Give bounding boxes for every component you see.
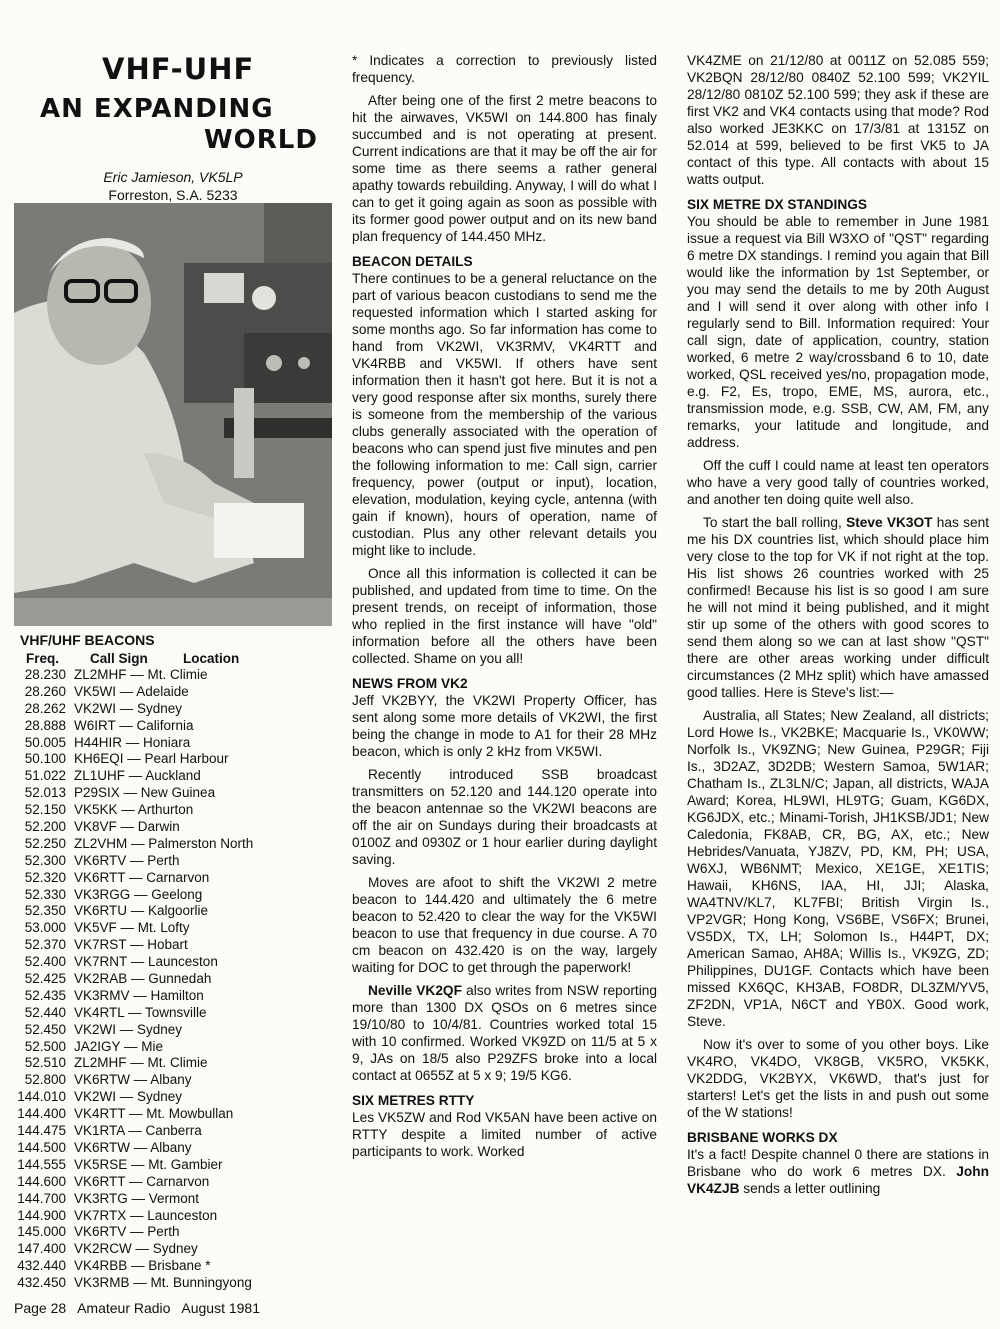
beacon-frequency: 144.600 — [17, 1173, 66, 1189]
beacon-row — [14, 1106, 332, 1123]
beacon-callsign-location: VK5KK — Arthurton — [74, 802, 194, 818]
beacon-frequency: 144.475 — [17, 1123, 66, 1139]
beacon-frequency: 145.000 — [17, 1224, 66, 1240]
beacon-row — [14, 667, 332, 684]
beacon-callsign-location: VK2WI — Sydney — [74, 1021, 183, 1037]
beacon-frequency: 52.300 — [24, 852, 66, 868]
beacon-frequency: 52.500 — [24, 1038, 66, 1054]
issue-date: August 1981 — [181, 1300, 260, 1316]
headline-line-1: VHF-UHF — [102, 52, 255, 86]
paragraph: VK4ZME on 21/12/80 at 0011Z on 52.085 559; VK2BQN 28/12/80 0840Z 52.100 599; VK2YIL 28/12/80 0810Z 52.100 599; they ask if these are first VK2 and VK4 contacts using that mode? Rod also worked JE3KKC on 17/3/81 at 1315Z on 52.014 at 599, believed to be first VK5 to JA contact of this type. All contacts with about 15 watts output. — [687, 53, 989, 187]
beacon-callsign-location: VK3RMV — Hamilton — [74, 987, 204, 1003]
headline-line-3: WORLD — [204, 125, 318, 155]
freq-header: Freq. — [26, 651, 60, 666]
paragraph: Off the cuff I could name at least ten operators who have a very good tally of countries worked, and another ten doing quite well also. — [687, 458, 989, 507]
author-photo — [14, 203, 332, 626]
beacon-row — [14, 718, 332, 735]
beacon-row — [14, 1089, 332, 1106]
page-number: Page 28 — [14, 1300, 67, 1316]
beacon-row — [14, 887, 332, 904]
section-heading-beacon-details: BEACON DETAILS — [352, 254, 473, 269]
paragraph-text: To start the ball rolling, — [703, 515, 847, 530]
magazine-name: Amateur Radio — [77, 1300, 171, 1316]
correction-note: * Indicates a correction to previously listed frequency. — [352, 53, 657, 85]
beacon-frequency: 52.013 — [24, 785, 66, 801]
beacon-frequency: 52.435 — [24, 987, 66, 1003]
beacon-row — [14, 1191, 332, 1208]
bold-name: John VK4ZJB — [687, 1164, 989, 1196]
paragraph: You should be able to remember in June 1981 issue a request via Bill W3XO of "QST" regarding 6 metre DX standings. I remind you again that Bill would like the information by 1st September, or you may send the details to me by 20th August and I will send it over along with other info I regularly send to Bill. Information required: Your call sign, date of application, country, station worked, 6 metre 2 way/crossband 6 to 10, date worked, QSL received yes/no, propagation mode, e.g. F2, Es, tropo, EME, MS, aurora, etc., transmission mode, e.g. SSB, CW, AM, FM, any remarks, your latitude and longitude, and address. — [687, 214, 989, 450]
beacon-row — [14, 920, 332, 937]
beacon-frequency: 52.800 — [24, 1072, 66, 1088]
section-heading-six-metres-rtty: SIX METRES RTTY — [352, 1093, 475, 1108]
beacon-row — [14, 853, 332, 870]
paragraph — [687, 514, 989, 701]
beacon-callsign-location: VK7RTX — Launceston — [74, 1207, 218, 1223]
beacon-callsign-location: VK2WI — Sydney — [74, 1089, 183, 1105]
beacon-table — [14, 667, 332, 1292]
beacon-callsign-location: VK5WI — Adelaide — [74, 683, 189, 699]
beacon-callsign-location: ZL2VHM — Palmerston North — [74, 835, 254, 851]
beacon-callsign-location: VK8VF — Darwin — [74, 819, 180, 835]
beacon-frequency: 144.555 — [17, 1156, 66, 1172]
beacon-row — [14, 1072, 332, 1089]
beacon-callsign-location: VK6RTT — Carnarvon — [74, 869, 210, 885]
beacon-frequency: 53.000 — [24, 920, 66, 936]
beacon-callsign-location: VK6RTV — Perth — [74, 852, 180, 868]
beacon-row — [14, 1140, 332, 1157]
paragraph — [352, 982, 657, 1084]
beacon-frequency: 28.888 — [24, 717, 66, 733]
beacon-frequency: 432.450 — [17, 1275, 66, 1291]
paragraph: Jeff VK2BYY, the VK2WI Property Officer, has sent along some more details of VK2WI, the first being the change in mode to A1 for their 28 MHz beacon, which is only 2 kHz from VK5WI. — [352, 693, 657, 759]
beacon-row — [14, 735, 332, 752]
headline-line-2: AN EXPANDING — [40, 94, 274, 124]
beacon-frequency: 52.400 — [24, 954, 66, 970]
beacon-frequency: 52.510 — [24, 1055, 66, 1071]
author-name: Eric Jamieson, VK5LP — [103, 169, 243, 185]
beacon-row — [14, 684, 332, 701]
beacon-callsign-location: VK2RCW — Sydney — [74, 1241, 198, 1257]
beacon-callsign-location: VK4RTL — Townsville — [74, 1004, 207, 1020]
beacon-frequency: 52.350 — [24, 903, 66, 919]
beacon-frequency: 28.262 — [24, 700, 66, 716]
location-header: Location — [183, 651, 240, 666]
paragraph: Once all this information is collected it can be published, and updated from time to time. On the present trends, on receipt of information, those who replied in the first instance will have "old" information before all the others have been collected. Shame on you all! — [352, 566, 657, 666]
beacon-row — [14, 1241, 332, 1258]
right-column — [687, 52, 989, 1197]
paragraph-text: also writes from NSW reporting more than 1300 DX QSOs on 6 metres since 19/10/80 to 10/4/81. Countries worked total 15 with 10 confirmed. Worked VK9ZD on 11/5 at 5 x 9, JAs on 18/5 also P29ZFS broke into a local contact at 0655Z at 5 x 9; 19/5 KG6. — [352, 983, 657, 1083]
beacon-row — [14, 988, 332, 1005]
beacon-frequency: 52.450 — [24, 1021, 66, 1037]
paragraph-text: It's a fact! Despite channel 0 there are stations in Brisbane who do work 6 metres DX. — [687, 1147, 989, 1179]
beacon-callsign-location: VK1RTA — Canberra — [74, 1123, 202, 1139]
beacon-frequency: 51.022 — [24, 768, 66, 784]
beacon-frequency: 52.200 — [24, 819, 66, 835]
paragraph-text: sends a letter outlining — [739, 1181, 881, 1196]
beacon-frequency: 52.150 — [24, 802, 66, 818]
beacon-callsign-location: P29SIX — New Guinea — [74, 785, 216, 801]
paragraph: Les VK5ZW and Rod VK5AN have been active on RTTY despite a limited number of active participants to work. Worked — [352, 1110, 657, 1159]
beacon-frequency: 52.320 — [24, 869, 66, 885]
beacon-frequency: 28.260 — [24, 683, 66, 699]
beacon-row — [14, 768, 332, 785]
beacon-row — [14, 836, 332, 853]
beacon-row — [14, 903, 332, 920]
beacons-header — [14, 651, 332, 668]
beacon-frequency: 50.005 — [24, 734, 66, 750]
beacon-row — [14, 751, 332, 768]
beacon-row — [14, 870, 332, 887]
beacon-callsign-location: W6IRT — California — [74, 717, 194, 733]
beacon-callsign-location: VK7RNT — Launceston — [74, 954, 218, 970]
beacon-frequency: 52.425 — [24, 971, 66, 987]
beacon-row — [14, 1258, 332, 1275]
beacon-callsign-location: VK3RGG — Geelong — [74, 886, 203, 902]
beacon-callsign-location: VK2WI — Sydney — [74, 700, 183, 716]
beacon-frequency: 147.400 — [17, 1241, 66, 1257]
beacon-frequency: 144.400 — [17, 1106, 66, 1122]
beacon-row — [14, 819, 332, 836]
beacon-row — [14, 1022, 332, 1039]
beacon-callsign-location: VK7RST — Hobart — [74, 937, 188, 953]
beacon-frequency: 144.010 — [17, 1089, 66, 1105]
paragraph-text: has sent me his DX countries list, which should place him very close to the top for VK if not right at the top. His list shows 26 countries worked with 25 confirmed! Because his list is so good I am sure he will not mind it being published, and it might stir up some of the others with good scores to send them along so we can at last show "QST" there are other areas working under difficult circumstances (2 MHz split) which have amassed good tallies. Here is Steve's list:— — [687, 515, 989, 700]
beacon-callsign-location: KH6EQI — Pearl Harbour — [74, 751, 229, 767]
beacon-row — [14, 954, 332, 971]
beacon-frequency: 432.440 — [17, 1258, 66, 1274]
beacon-row — [14, 937, 332, 954]
beacon-row — [14, 1224, 332, 1241]
beacon-row — [14, 1157, 332, 1174]
beacon-callsign-location: VK4RTT — Mt. Mowbullan — [74, 1106, 234, 1122]
paragraph: Now it's over to some of you other boys. Like VK4RO, VK4DO, VK8GB, VK5RO, VK5KK, VK2DDG, VK2BYX, VK6WD, that's just for starters! Let's get the lists in and push out some of the W stations! — [687, 1037, 989, 1120]
beacon-row — [14, 1005, 332, 1022]
byline — [14, 168, 332, 204]
section-heading-news-vk2: NEWS FROM VK2 — [352, 676, 468, 691]
beacon-frequency: 52.250 — [24, 835, 66, 851]
beacons-title: VHF/UHF BEACONS — [20, 632, 155, 648]
beacon-callsign-location: VK6RTV — Perth — [74, 1224, 180, 1240]
beacon-row — [14, 1123, 332, 1140]
beacon-callsign-location: H44HIR — Honiara — [74, 734, 191, 750]
page-footer — [14, 1300, 260, 1316]
beacon-callsign-location: VK6RTT — Carnarvon — [74, 1173, 210, 1189]
beacon-row — [14, 1208, 332, 1225]
dx-country-list: Australia, all States; New Zealand, all districts; Lord Howe Is., VK2BKE; Macquarie Is., VK0WW; Norfolk Is., VK9ZNG; New Guinea, P29GR; Fiji Is., 3D2AZ, 3D2DB; Western Samoa, 5W1AR; Chatham Is., ZL3LN/C; Japan, all districts, WAJA Award; Korea, HL9WI, HL9TG; Guam, KG6DX, KG6JDX, etc.; Minami-Torish, JH1KSB/JD1; New Caledonia, FK8AB, CR, BG, AX, etc.; New Hebrides/Vanuata, YJ8ZV, PD, KM, PH; USA, W6XJ, WB6NMT; Mexico, XE1GE, XE1TIS; Hawaii, KH6NS, IAA, HI, JJI; Alaska, WA4TNV/KL7, KL7FBI; British Virgin Is., VP2VGR; Hong Kong, VS6BE, VS6FX; Brunei, VS5DX, TX, LH; Solomon Is., H44PT, DX; American Samao, AH8A; Willis Is., VK9ZG, ZD; Philippines, DU1GF. Contacts which have been missed KX6QC, KH3AB, FO8DR, DL3ZM/YV5, ZF2DN, VP1A, N6CT and YB0X. Good work, Steve. — [687, 708, 989, 1029]
beacon-callsign-location: ZL1UHF — Auckland — [74, 768, 201, 784]
paragraph — [687, 1146, 989, 1197]
beacon-frequency: 144.900 — [17, 1207, 66, 1223]
beacon-frequency: 144.500 — [17, 1139, 66, 1155]
callsign-header: Call Sign — [90, 651, 148, 666]
bold-name: Steve VK3OT — [846, 515, 933, 530]
section-heading-brisbane: BRISBANE WORKS DX — [687, 1130, 838, 1145]
beacon-frequency: 52.370 — [24, 937, 66, 953]
beacon-callsign-location: VK6RTU — Kalgoorlie — [74, 903, 209, 919]
beacon-callsign-location: VK6RTW — Albany — [74, 1139, 192, 1155]
section-heading-dx-standings: SIX METRE DX STANDINGS — [687, 197, 867, 212]
beacon-callsign-location: VK2RAB — Gunnedah — [74, 971, 212, 987]
beacon-row — [14, 1055, 332, 1072]
beacon-row — [14, 701, 332, 718]
beacon-callsign-location: VK6RTW — Albany — [74, 1072, 192, 1088]
beacon-callsign-location: VK5VF — Mt. Lofty — [74, 920, 190, 936]
beacon-callsign-location: VK4RBB — Brisbane * — [74, 1258, 211, 1274]
beacon-row — [14, 785, 332, 802]
beacon-callsign-location: VK5RSE — Mt. Gambier — [74, 1156, 223, 1172]
beacon-frequency: 50.100 — [24, 751, 66, 767]
beacon-callsign-location: ZL2MHF — Mt. Climie — [74, 667, 208, 682]
beacon-callsign-location: ZL2MHF — Mt. Climie — [74, 1055, 208, 1071]
beacon-row — [14, 1275, 332, 1292]
beacon-callsign-location: VK3RMB — Mt. Bunningyong — [74, 1275, 252, 1291]
beacon-row — [14, 802, 332, 819]
author-address: Forreston, S.A. 5233 — [108, 187, 238, 203]
middle-column — [352, 52, 657, 1160]
beacon-callsign-location: VK3RTG — Vermont — [74, 1190, 200, 1206]
paragraph: Moves are afoot to shift the VK2WI 2 metre beacon to 144.420 and ultimately the 6 metre beacon to 52.420 to clear the way for the VK5WI beacon to use that frequency in due course. A 70 cm beacon on 432.420 is on the way, largely waiting for DOC to get through the paperwork! — [352, 875, 657, 975]
paragraph: After being one of the first 2 metre beacons to hit the airwaves, VK5WI on 144.800 has finaly succumbed and is not operating at present. Current indications are that it may be off the air for some time as there seems a rather general apathy towards rebuilding. Anyway, I will do what I can to get it going again as soon as possible with its former good power output and on its new band plan frequency of 144.450 MHz. — [352, 93, 657, 244]
paragraph: Recently introduced SSB broadcast transmitters on 52.120 and 144.120 operate into the beacon antennae so the VK2WI beacons are off the air on Sundays during their broadcasts at 0100Z and 0930Z or 1 hour earlier during daylight saving. — [352, 767, 657, 867]
beacon-frequency: 28.230 — [24, 667, 66, 682]
beacon-callsign-location: JA2IGY — Mie — [74, 1038, 164, 1054]
beacon-frequency: 52.330 — [24, 886, 66, 902]
beacon-frequency: 144.700 — [17, 1190, 66, 1206]
bold-name: Neville VK2QF — [368, 983, 462, 998]
beacon-row — [14, 1039, 332, 1056]
paragraph: There continues to be a general reluctance on the part of various beacon custodians to send me the requested information which I started asking for some months ago. So far information has come to hand from VK2WI, VK3RMV, VK4RTT and VK4RBB and VK5WI. If others have sent information then it hasn't got here. But it is not a very good response after six months, surely there is someone from the membership of the various clubs generally associated with the operation of beacons who can spend just five minutes and pen the following information to me: Call sign, carrier frequency, power (output or input), location, elevation, modulation, keying cycle, antenna (with gain if known), hours of operation, name of custodian. Plus any other relevant details you might like to include. — [352, 271, 657, 558]
beacon-row — [14, 971, 332, 988]
beacon-frequency: 52.440 — [24, 1004, 66, 1020]
photo-illustration — [14, 203, 332, 626]
beacon-row — [14, 1174, 332, 1191]
